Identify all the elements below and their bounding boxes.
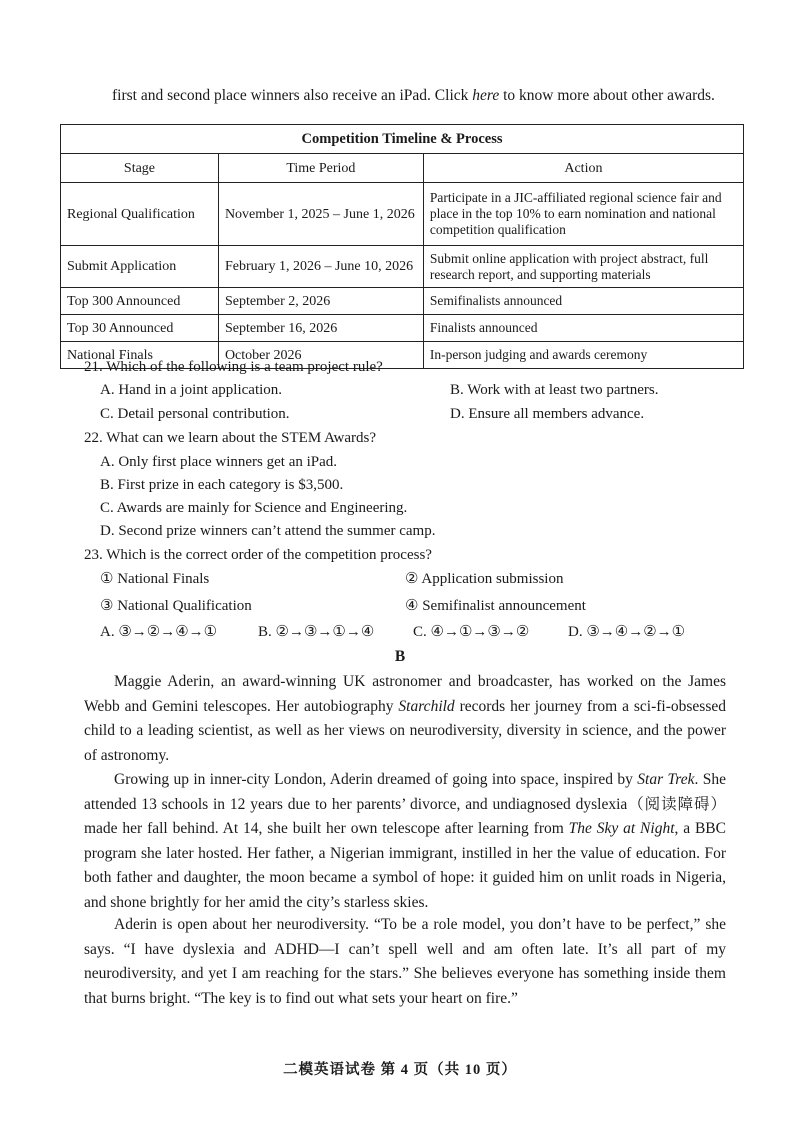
table-row	[61, 246, 744, 288]
intro-text-1: first and second place winners also receive an iPad. Click	[112, 87, 473, 104]
show-title: Star Trek	[637, 771, 695, 788]
action-cell: In-person judging and awards ceremony	[423, 342, 743, 369]
period-cell: September 16, 2026	[218, 315, 423, 342]
passage-paragraph-1: Maggie Aderin, an award-winning UK astronomer and broadcaster, has worked on the James Webb and Gemini telescopes. Her autobiography Starchild records her journey from a sci-fi-obsessed child to a leading scientist, as well as her views on neurodiversity, diversity in science, and the power of astronomy.	[84, 673, 726, 764]
q22-option-a: A. Only first place winners get an iPad.	[100, 454, 338, 470]
period-cell: October 2026	[218, 342, 423, 369]
header-time-period: Time Period	[218, 154, 423, 183]
intro-here-word: here	[472, 87, 500, 104]
table-row	[61, 315, 744, 342]
action-cell: Finalists announced	[423, 315, 743, 342]
q23-item-4: ④ Semifinalist announcement	[405, 598, 586, 614]
q22-option-d: D. Second prize winners can’t attend the summer camp.	[100, 523, 436, 539]
book-title: Starchild	[398, 697, 455, 715]
page-footer: 二模英语试卷 第 4 页（共 10 页）	[283, 1062, 517, 1078]
q23-option-a: A. ③→②→④→①	[100, 624, 218, 640]
passage-paragraph-2: Growing up in inner-city London, Aderin dreamed of going into space, inspired by Star Trek. She attended 13 schools in 12 years due to her parents’ divorce, and undiagnosed dyslexia（阅读障碍）made her fall behind. At 14, she built her own telescope after learning from The Sky at Night, a BBC program she later hosted. Her father, a Nigerian immigrant, instilled in her the value of education. For both father and daughter, the moon became a symbol of hope: it guided him on unlit roads in Nigeria, and shone brightly for her amid the city’s starless skies.	[84, 771, 726, 911]
question-21-stem: 21. Which of the following is a team project rule?	[84, 359, 383, 375]
action-cell: Semifinalists announced	[423, 288, 743, 315]
action-cell: Participate in a JIC-affiliated regional science fair and place in the top 10% to earn nomination and national competition qualification	[423, 183, 743, 246]
q23-option-d: D. ③→④→②→①	[568, 624, 686, 640]
period-cell: November 1, 2025 – June 1, 2026	[218, 183, 423, 246]
q22-option-c: C. Awards are mainly for Science and Engineering.	[100, 500, 408, 516]
q23-item-1: ① National Finals	[100, 571, 210, 587]
table-title: Competition Timeline & Process	[61, 125, 744, 154]
stage-cell: Regional Qualification	[61, 183, 219, 246]
question-23-stem: 23. Which is the correct order of the competition process?	[84, 547, 432, 563]
stage-cell: Top 300 Announced	[61, 288, 219, 315]
table-row	[61, 288, 744, 315]
question-22-stem: 22. What can we learn about the STEM Awards?	[84, 430, 377, 446]
intro-text-2: to know more about other awards.	[499, 87, 715, 104]
q23-option-b: B. ②→③→①→④	[258, 624, 375, 640]
period-cell: February 1, 2026 – June 10, 2026	[218, 246, 423, 288]
action-cell: Submit online application with project abstract, full research report, and supporting materials	[423, 246, 743, 288]
q21-option-a: A. Hand in a joint application.	[100, 382, 283, 398]
section-letter: B	[394, 648, 406, 665]
program-title: The Sky at Night	[568, 820, 675, 837]
period-cell: September 2, 2026	[218, 288, 423, 315]
q21-option-d: D. Ensure all members advance.	[450, 406, 645, 422]
intro-paragraph	[112, 84, 724, 107]
table-header-row	[61, 154, 744, 183]
q21-option-c: C. Detail personal contribution.	[100, 406, 290, 422]
header-stage: Stage	[61, 154, 219, 183]
stage-cell: Submit Application	[61, 246, 219, 288]
stage-cell: National Finals	[61, 342, 219, 369]
stage-cell: Top 30 Announced	[61, 315, 219, 342]
q23-option-c: C. ④→①→③→②	[413, 624, 530, 640]
q22-option-b: B. First prize in each category is $3,500.	[100, 477, 344, 493]
q23-item-2: ② Application submission	[405, 571, 564, 587]
passage-paragraph-3: Aderin is open about her neurodiversity. “To be a role model, you don’t have to be perfect,” she says. “I have dyslexia and ADHD—I can’t spell well and am often late. It’s all part of my neurodiversity, and yet I am reaching for the stars.” She believes everyone has something inside them that burns bright. “The key is to find out what sets your heart on fire.”	[84, 916, 726, 1007]
header-action: Action	[423, 154, 743, 183]
q21-option-b: B. Work with at least two partners.	[450, 382, 659, 398]
competition-timeline-table	[60, 124, 744, 369]
table-row	[61, 183, 744, 246]
q23-item-3: ③ National Qualification	[100, 598, 252, 614]
